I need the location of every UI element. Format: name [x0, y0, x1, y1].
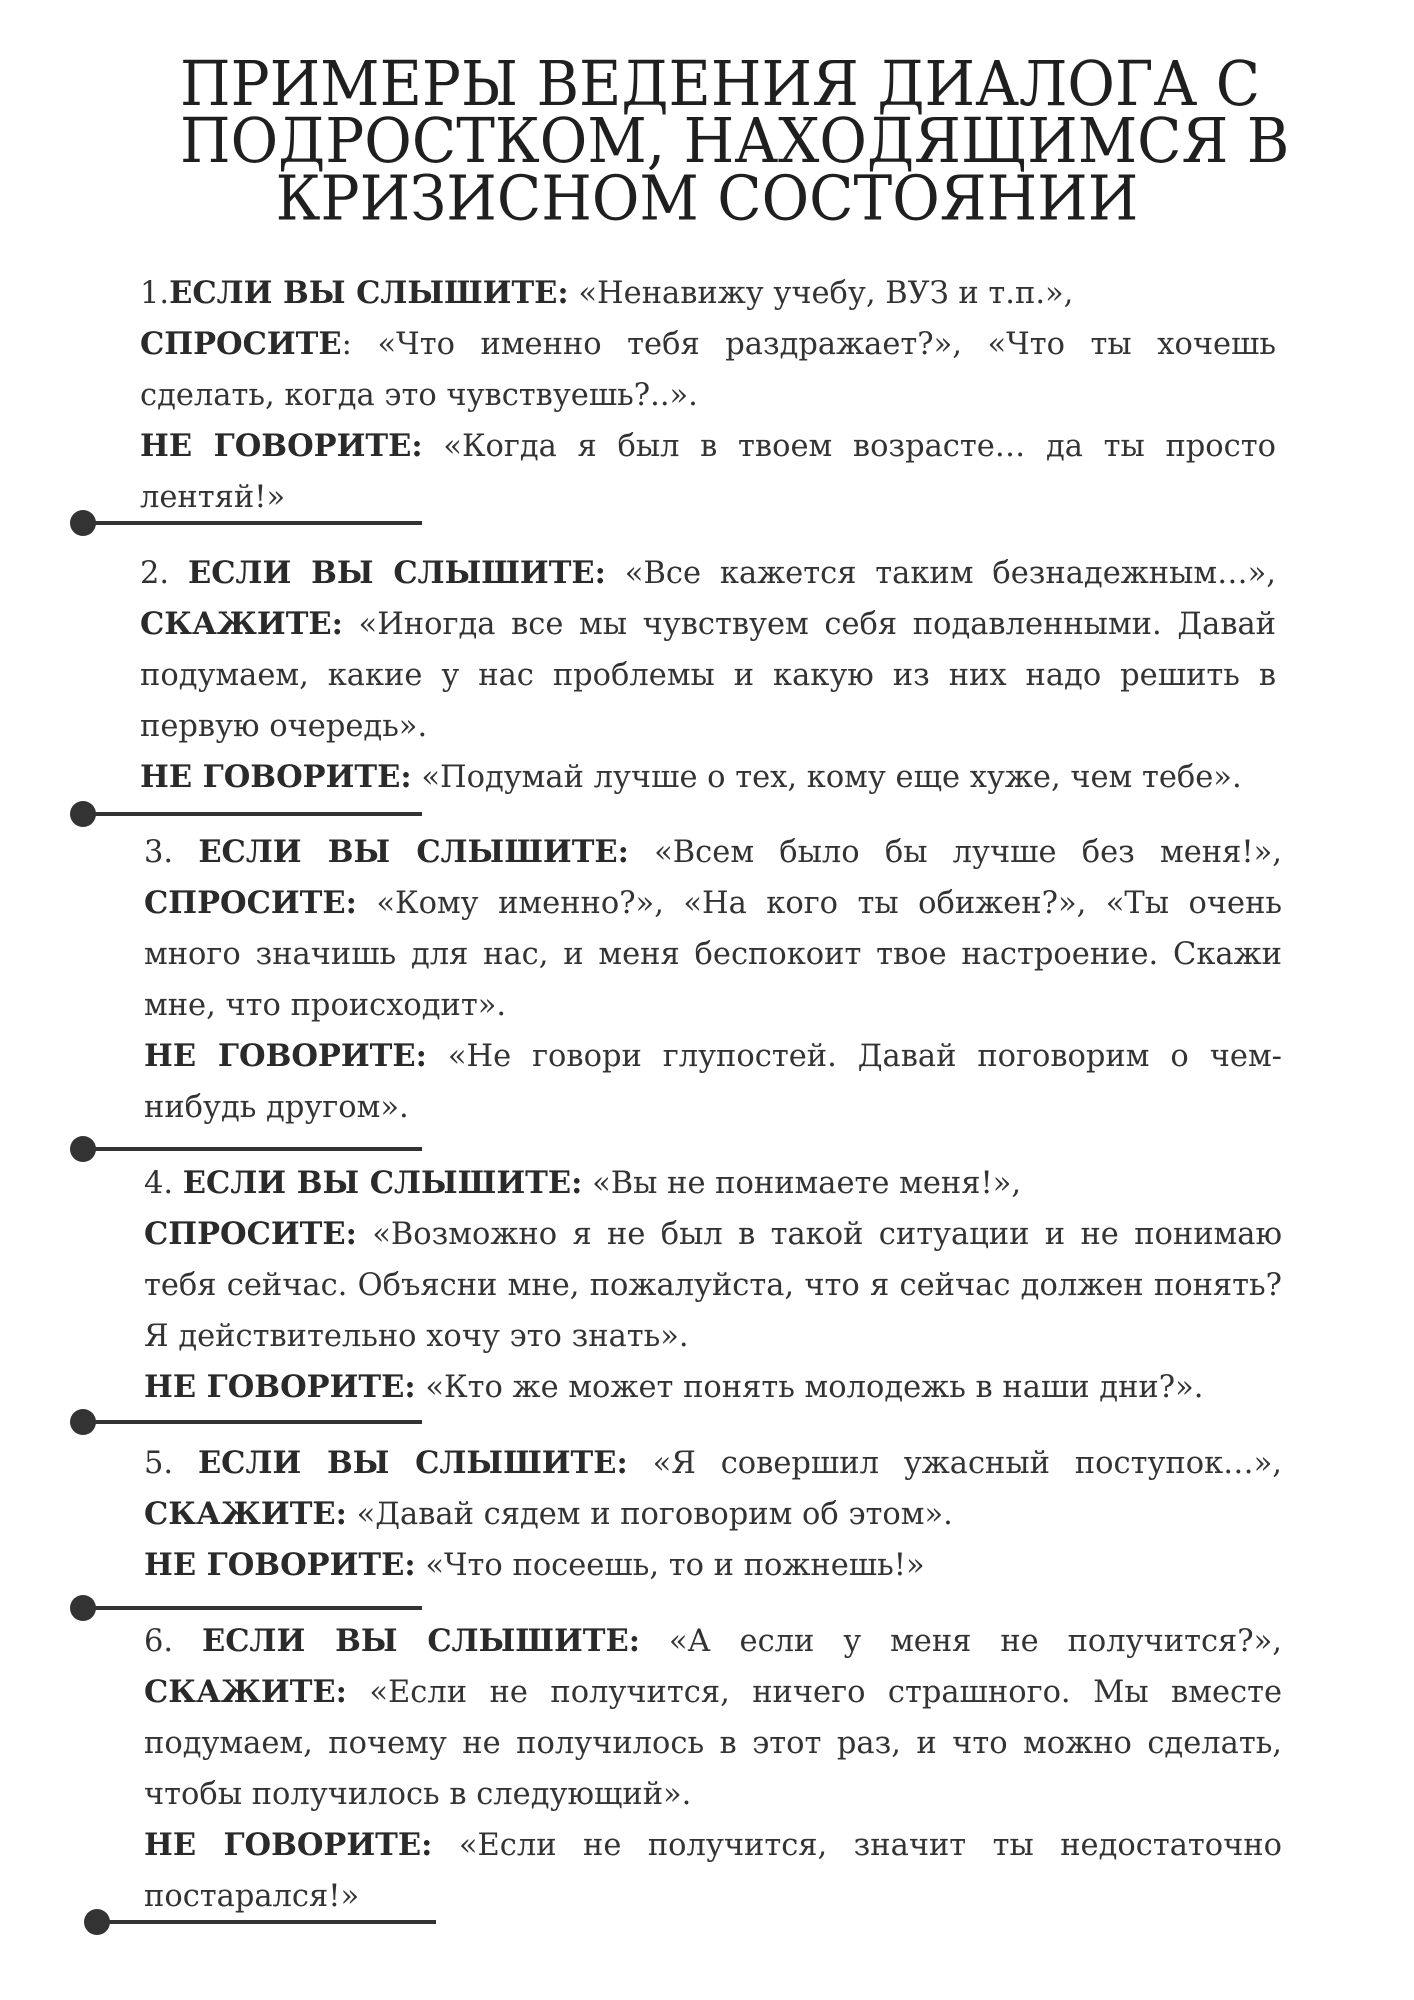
dialog-example-1	[140, 268, 1276, 523]
if-you-hear-label: ЕСЛИ ВЫ СЛЫШИТЕ:	[169, 275, 569, 311]
if-you-hear-label: ЕСЛИ ВЫ СЛЫШИТЕ:	[198, 834, 629, 870]
dont-say-text: «Не говори глупостей. Давай поговорим о чем-нибудь другом».	[144, 1039, 1282, 1125]
dialog-example-3	[144, 827, 1282, 1133]
title-line-3: КРИЗИСНОМ СОСТОЯНИИ	[275, 162, 1139, 235]
if-you-hear-line	[140, 548, 1276, 752]
dont-say-line	[144, 1362, 1282, 1413]
if-you-hear-text: «Ненавижу учебу, ВУЗ и т.п.»,	[568, 276, 1074, 311]
dont-say-line	[144, 1031, 1282, 1133]
title-line-1: ПРИМЕРЫ ВЕДЕНИЯ ДИАЛОГА С	[180, 47, 1261, 120]
if-you-hear-text: «Вы не понимаете меня!»,	[582, 1166, 1022, 1201]
dont-say-line	[140, 421, 1276, 523]
if-you-hear-label: ЕСЛИ ВЫ СЛЫШИТЕ:	[182, 1165, 583, 1201]
if-you-hear-text: «Все кажется таким безнадежным…»,	[605, 556, 1276, 591]
dont-say-label: НЕ ГОВОРИТЕ:	[144, 1547, 416, 1583]
dont-say-label: НЕ ГОВОРИТЕ:	[144, 1827, 433, 1863]
ask-label: СПРОСИТЕ:	[144, 1216, 357, 1252]
say-label: СКАЖИТЕ:	[144, 1674, 347, 1710]
dialog-example-4	[144, 1158, 1282, 1413]
if-you-hear-line	[144, 827, 1282, 1031]
divider-bullet-icon	[84, 1909, 110, 1935]
dont-say-text: «Когда я был в твоем возрасте… да ты просто лентяй!»	[140, 429, 1276, 515]
if-you-hear-line	[144, 1438, 1282, 1540]
do-line	[144, 1209, 1282, 1362]
dont-say-text: «Что посеешь, то и пожнешь!»	[415, 1548, 925, 1583]
section-divider	[82, 1606, 422, 1610]
dont-say-label: НЕ ГОВОРИТЕ:	[144, 1369, 416, 1405]
section-divider	[96, 1920, 436, 1924]
ask-text: «Возможно я не был в такой ситуации и не понимаю тебя сейчас. Объясни мне, пожалуйста, что я сейчас должен понять? Я действительно хочу это знать».	[144, 1217, 1282, 1354]
if-you-hear-text: «Я совершил ужасный поступок…»,	[627, 1446, 1282, 1481]
section-divider	[82, 521, 422, 525]
divider-bullet-icon	[70, 1136, 96, 1162]
if-you-hear-label: ЕСЛИ ВЫ СЛЫШИТЕ:	[202, 1623, 640, 1659]
if-you-hear-text: «А если у меня не получится?»,	[639, 1624, 1282, 1659]
if-you-hear-label: ЕСЛИ ВЫ СЛЫШИТЕ:	[187, 555, 606, 591]
item-number: 6.	[144, 1624, 202, 1659]
say-text: «Иногда все мы чувствуем себя подавленными. Давай подумаем, какие у нас проблемы и какую из них надо решить в первую очередь».	[140, 607, 1276, 744]
dialog-example-5	[144, 1438, 1282, 1591]
ask-label: СПРОСИТЕ	[140, 326, 342, 362]
dont-say-line	[144, 1540, 1282, 1591]
item-number: 2.	[140, 556, 188, 591]
ask-text: «Кому именно?», «На кого ты обижен?», «Ты очень много значишь для нас, и меня беспокоит твое настроение. Скажи мне, что происходит».	[144, 886, 1282, 1023]
item-number: 5.	[144, 1446, 198, 1481]
section-divider	[82, 1147, 422, 1151]
ask-label: СПРОСИТЕ:	[144, 885, 357, 921]
title-line-2: ПОДРОСТКОМ, НАХОДЯЩИМСЯ В	[180, 104, 1290, 178]
divider-bullet-icon	[70, 1595, 96, 1621]
divider-bullet-icon	[70, 801, 96, 827]
if-you-hear-text: «Всем было бы лучше без меня!»,	[628, 835, 1282, 870]
do-line	[140, 319, 1276, 421]
item-number: 3.	[144, 835, 199, 870]
say-text: «Если не получится, ничего страшного. Мы вместе подумаем, почему не получилось в этот раз, и что можно сделать, чтобы получилось в следующий».	[144, 1675, 1282, 1812]
item-number: 1.	[140, 276, 170, 311]
page-title	[180, 47, 1290, 235]
if-you-hear-label: ЕСЛИ ВЫ СЛЫШИТЕ:	[197, 1445, 628, 1481]
dialog-example-2	[140, 548, 1276, 803]
divider-bullet-icon	[70, 510, 96, 536]
dont-say-label: НЕ ГОВОРИТЕ:	[140, 759, 412, 795]
dont-say-text: «Кто же может понять молодежь в наши дни?».	[415, 1370, 1204, 1405]
dont-say-text: «Подумай лучше о тех, кому еще хуже, чем тебе».	[411, 760, 1242, 795]
dont-say-line	[140, 752, 1276, 803]
if-you-hear-line	[140, 268, 1276, 319]
section-divider	[82, 1420, 422, 1424]
ask-text: : «Что именно тебя раздражает?», «Что ты хочешь сделать, когда это чувствуешь?..».	[140, 327, 1276, 413]
item-number: 4.	[144, 1166, 183, 1201]
divider-bullet-icon	[70, 1409, 96, 1435]
dont-say-line	[144, 1820, 1282, 1922]
if-you-hear-line	[144, 1616, 1282, 1820]
dialog-example-6	[144, 1616, 1282, 1922]
section-divider	[82, 812, 422, 816]
dont-say-label: НЕ ГОВОРИТЕ:	[144, 1038, 427, 1074]
say-label: СКАЖИТЕ:	[140, 606, 343, 642]
dont-say-text: «Если не получится, значит ты недостаточно постарался!»	[144, 1828, 1282, 1914]
if-you-hear-line	[144, 1158, 1282, 1209]
say-text: «Давай сядем и поговорим об этом».	[346, 1497, 953, 1532]
say-label: СКАЖИТЕ:	[144, 1496, 347, 1532]
dont-say-label: НЕ ГОВОРИТЕ:	[140, 428, 423, 464]
